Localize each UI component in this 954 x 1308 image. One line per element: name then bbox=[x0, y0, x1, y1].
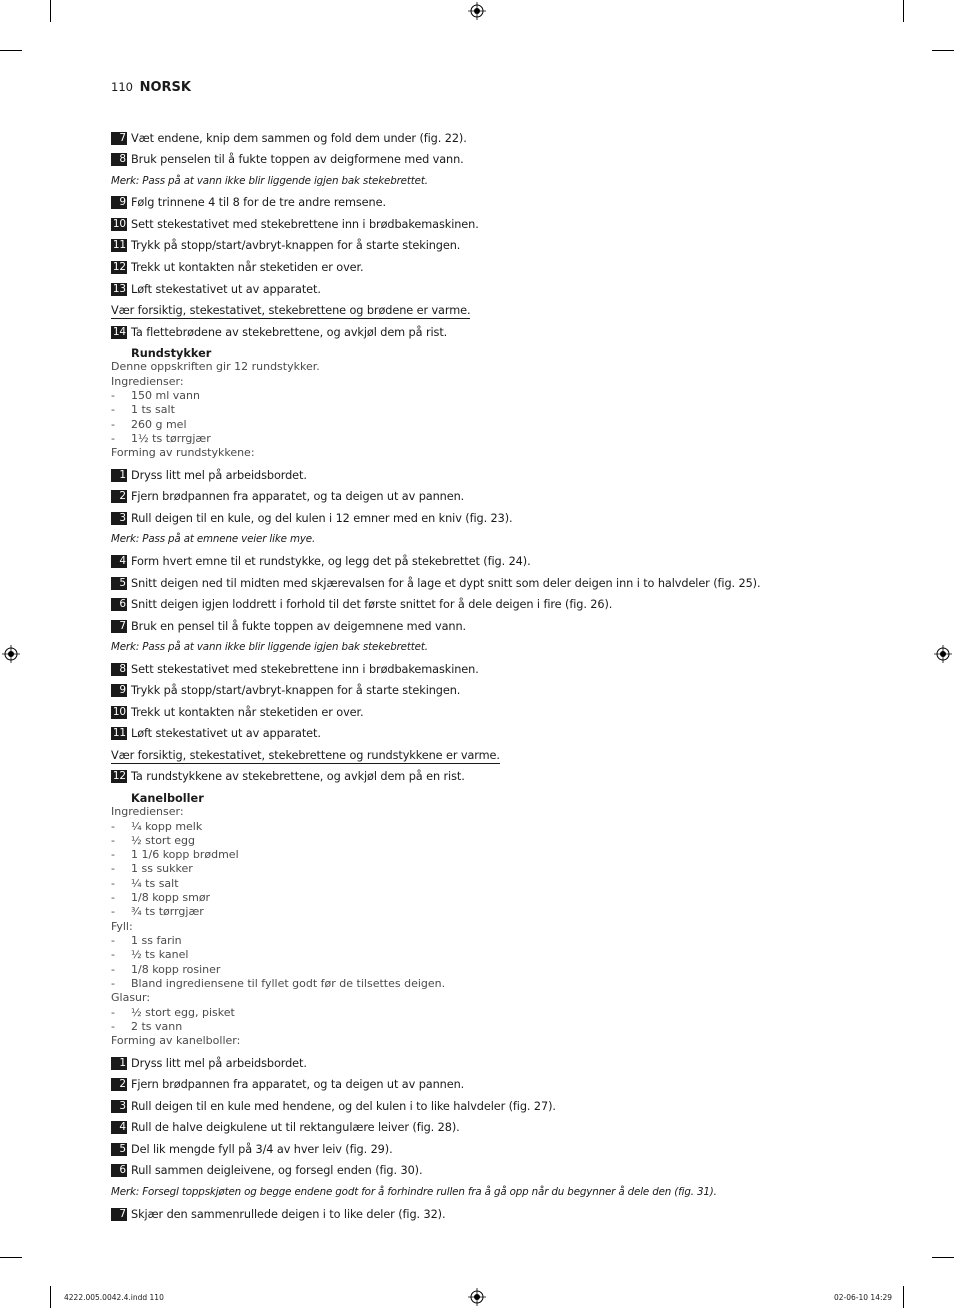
step-number: 4 bbox=[111, 555, 127, 568]
step-item bbox=[111, 261, 364, 275]
step-text: Snitt deigen ned til midten med skjærevalsen for å lage et dypt snitt som deler deigen inn i to halvdeler (fig. 25). bbox=[131, 577, 761, 590]
step-number: 14 bbox=[112, 326, 126, 338]
step-number: 11 bbox=[112, 239, 126, 251]
ingredient-text: ¼ kopp melk bbox=[131, 820, 203, 833]
crop-mark bbox=[0, 1257, 22, 1258]
step-item bbox=[111, 1208, 445, 1222]
crop-mark bbox=[50, 1286, 51, 1308]
glaze-label: Glasur: bbox=[111, 991, 151, 1004]
step-text: Trekk ut kontakten når steketiden er over. bbox=[131, 261, 364, 274]
page-language: NORSK bbox=[139, 80, 191, 95]
registration-mark-icon bbox=[2, 645, 20, 663]
step-item bbox=[111, 239, 460, 253]
step-number: 7 bbox=[111, 620, 127, 633]
registration-mark-icon bbox=[468, 1288, 486, 1306]
step-item bbox=[111, 1057, 307, 1071]
ingredients-label: Ingredienser: bbox=[111, 375, 184, 388]
crop-mark bbox=[50, 0, 51, 22]
step-number: 9 bbox=[111, 684, 127, 697]
note-text: Merk: Pass på at vann ikke blir liggende igjen bak stekebrettet. bbox=[111, 641, 428, 653]
step-text: Form hvert emne til et rundstykke, og legg det på stekebrettet (fig. 24). bbox=[131, 555, 531, 568]
ingredient-text: 1½ ts tørrgjær bbox=[131, 432, 211, 445]
step-number: 5 bbox=[111, 1143, 127, 1156]
ingredient-text: 1/8 kopp smør bbox=[131, 891, 211, 904]
step-item bbox=[111, 663, 479, 677]
step-item bbox=[111, 196, 386, 210]
step-item bbox=[111, 684, 460, 698]
step-text: Bruk penselen til å fukte toppen av deigformene med vann. bbox=[131, 153, 464, 166]
step-number: 7 bbox=[111, 1208, 127, 1221]
crop-mark bbox=[0, 50, 22, 51]
step-text: Dryss litt mel på arbeidsbordet. bbox=[131, 469, 307, 482]
step-item bbox=[111, 1100, 556, 1114]
step-item bbox=[111, 1164, 422, 1178]
step-number: 1 bbox=[111, 469, 127, 482]
step-text: Løft stekestativet ut av apparatet. bbox=[131, 283, 321, 296]
step-number: 5 bbox=[111, 577, 127, 590]
warning-text: Vær forsiktig, stekestativet, stekebrettene og brødene er varme. bbox=[111, 304, 471, 317]
ingredient-text: ¾ ts tørrgjær bbox=[131, 905, 204, 918]
step-text: Ta rundstykkene av stekebrettene, og avkjøl dem på en rist. bbox=[131, 770, 465, 783]
step-item bbox=[111, 620, 466, 634]
step-item bbox=[111, 770, 465, 784]
forming-label: Forming av rundstykkene: bbox=[111, 446, 255, 459]
step-item bbox=[111, 1078, 464, 1092]
section-heading-rundstykker: Rundstykker bbox=[131, 347, 212, 360]
fill-text: 1 ss farin bbox=[131, 934, 182, 947]
step-number: 12 bbox=[112, 770, 126, 782]
step-item bbox=[111, 153, 464, 167]
step-text: Sett stekestativet med stekebrettene inn i brødbakemaskinen. bbox=[131, 663, 479, 676]
step-item bbox=[111, 598, 612, 612]
ingredient-text: ½ stort egg bbox=[131, 834, 195, 847]
note-text: Merk: Pass på at vann ikke blir liggende igjen bak stekebrettet. bbox=[111, 175, 428, 187]
step-text: Bruk en pensel til å fukte toppen av deigemnene med vann. bbox=[131, 620, 467, 633]
step-item bbox=[111, 1143, 393, 1157]
step-text: Rull de halve deigkulene ut til rektangulære leiver (fig. 28). bbox=[131, 1121, 460, 1134]
ingredient-text: ¼ ts salt bbox=[131, 877, 179, 890]
step-text: Fjern brødpannen fra apparatet, og ta deigen ut av pannen. bbox=[131, 1078, 465, 1091]
fill-label: Fyll: bbox=[111, 920, 133, 933]
step-text: Væt endene, knip dem sammen og fold dem under (fig. 22). bbox=[131, 132, 467, 145]
step-number: 10 bbox=[112, 706, 126, 718]
step-item bbox=[111, 469, 307, 483]
ingredient-text: 1 ts salt bbox=[131, 403, 175, 416]
step-item bbox=[111, 1121, 460, 1135]
step-item bbox=[111, 577, 760, 591]
fill-text: ½ ts kanel bbox=[131, 948, 189, 961]
crop-mark bbox=[932, 1257, 954, 1258]
step-number: 12 bbox=[112, 261, 126, 273]
ingredient-text: 260 g mel bbox=[131, 418, 187, 431]
step-number: 2 bbox=[111, 1078, 127, 1091]
ingredient-text: 150 ml vann bbox=[131, 389, 200, 402]
step-number: 10 bbox=[112, 218, 126, 230]
step-number: 6 bbox=[111, 598, 127, 611]
crop-mark bbox=[932, 50, 954, 51]
step-text: Skjær den sammenrullede deigen i to like deler (fig. 32). bbox=[131, 1208, 446, 1221]
step-number: 7 bbox=[111, 132, 127, 145]
ingredients-label: Ingredienser: bbox=[111, 805, 184, 818]
step-text: Ta flettebrødene av stekebrettene, og avkjøl dem på rist. bbox=[131, 326, 448, 339]
crop-mark bbox=[903, 0, 904, 22]
step-text: Fjern brødpannen fra apparatet, og ta deigen ut av pannen. bbox=[131, 490, 465, 503]
step-number: 13 bbox=[112, 283, 126, 295]
fill-text: 1/8 kopp rosiner bbox=[131, 963, 221, 976]
ingredient-text: 1 1/6 kopp brødmel bbox=[131, 848, 239, 861]
step-item bbox=[111, 283, 321, 297]
ingredient-text: 1 ss sukker bbox=[131, 862, 193, 875]
step-text: Rull deigen til en kule, og del kulen i 12 emner med en kniv (fig. 23). bbox=[131, 512, 513, 525]
step-text: Trekk ut kontakten når steketiden er over. bbox=[131, 706, 364, 719]
step-text: Dryss litt mel på arbeidsbordet. bbox=[131, 1057, 307, 1070]
step-item bbox=[111, 132, 467, 146]
registration-mark-icon bbox=[934, 645, 952, 663]
fill-text: Bland ingrediensene til fyllet godt før de tilsettes deigen. bbox=[131, 977, 446, 990]
step-item bbox=[111, 326, 447, 340]
page-number: 110 bbox=[111, 80, 133, 94]
footer-file-info: 4222.005.0042.4.indd 110 bbox=[64, 1293, 164, 1302]
glaze-text: ½ stort egg, pisket bbox=[131, 1006, 235, 1019]
step-text: Rull deigen til en kule med hendene, og del kulen i to like halvdeler (fig. 27). bbox=[131, 1100, 556, 1113]
step-text: Løft stekestativet ut av apparatet. bbox=[131, 727, 321, 740]
step-item bbox=[111, 555, 531, 569]
step-number: 8 bbox=[111, 153, 127, 166]
step-number: 4 bbox=[111, 1121, 127, 1134]
step-item bbox=[111, 490, 464, 504]
step-number: 6 bbox=[111, 1164, 127, 1177]
step-number: 3 bbox=[111, 512, 127, 525]
step-number: 11 bbox=[112, 727, 126, 739]
footer-date: 02-06-10 14:29 bbox=[834, 1293, 893, 1302]
note-text: Merk: Pass på at emnene veier like mye. bbox=[111, 533, 316, 545]
step-item bbox=[111, 218, 479, 232]
step-item bbox=[111, 727, 321, 741]
section-heading-kanelboller: Kanelboller bbox=[131, 792, 204, 805]
recipe-intro: Denne oppskriften gir 12 rundstykker. bbox=[111, 360, 320, 373]
step-number: 2 bbox=[111, 490, 127, 503]
step-number: 3 bbox=[111, 1100, 127, 1113]
step-text: Rull sammen deigleivene, og forsegl enden (fig. 30). bbox=[131, 1164, 423, 1177]
crop-mark bbox=[903, 1286, 904, 1308]
step-item bbox=[111, 512, 513, 526]
glaze-text: 2 ts vann bbox=[131, 1020, 183, 1033]
step-text: Snitt deigen igjen loddrett i forhold til det første snittet for å dele deigen i fire (fig. 26). bbox=[131, 598, 613, 611]
registration-mark-icon bbox=[468, 2, 486, 20]
step-text: Del lik mengde fyll på 3/4 av hver leiv (fig. 29). bbox=[131, 1143, 393, 1156]
step-number: 8 bbox=[111, 663, 127, 676]
page-header bbox=[111, 80, 191, 95]
step-text: Trykk på stopp/start/avbryt-knappen for å starte stekingen. bbox=[131, 239, 461, 252]
step-text: Trykk på stopp/start/avbryt-knappen for å starte stekingen. bbox=[131, 684, 461, 697]
step-text: Følg trinnene 4 til 8 for de tre andre remsene. bbox=[131, 196, 386, 209]
step-number: 1 bbox=[111, 1057, 127, 1070]
warning-text: Vær forsiktig, stekestativet, stekebrettene og rundstykkene er varme. bbox=[111, 749, 500, 762]
step-number: 9 bbox=[111, 196, 127, 209]
forming-label: Forming av kanelboller: bbox=[111, 1034, 241, 1047]
step-item bbox=[111, 706, 364, 720]
step-text: Sett stekestativet med stekebrettene inn i brødbakemaskinen. bbox=[131, 218, 479, 231]
note-text: Merk: Forsegl toppskjøten og begge endene godt for å forhindre rullen fra å gå opp når du begynner å dele den (fig. 31). bbox=[111, 1186, 717, 1198]
